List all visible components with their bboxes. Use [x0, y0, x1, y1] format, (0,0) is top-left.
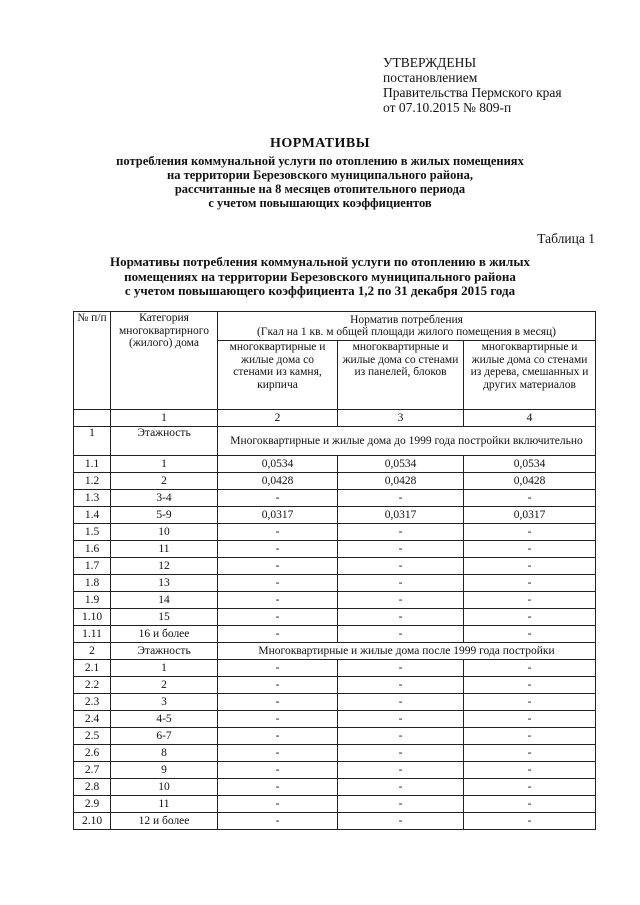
value-panel-block: -	[338, 575, 464, 592]
table-row	[74, 677, 596, 694]
value-panel-block: -	[338, 779, 464, 796]
section-heading: Многоквартирные и жилые дома после 1999 года постройки	[218, 643, 596, 660]
value-wood-mixed: -	[464, 541, 596, 558]
row-category: 1	[111, 660, 218, 677]
table-label: Таблица 1	[537, 231, 595, 246]
value-panel-block: -	[338, 490, 464, 507]
row-number: 2.5	[74, 728, 111, 745]
value-stone-brick: -	[218, 779, 338, 796]
header-norm	[218, 312, 596, 341]
row-number: 1.10	[74, 609, 111, 626]
row-number: 1.8	[74, 575, 111, 592]
value-panel-block: -	[338, 626, 464, 643]
value-wood-mixed: -	[464, 592, 596, 609]
table-row	[74, 728, 596, 745]
row-number: 1.7	[74, 558, 111, 575]
row-number: 2.7	[74, 762, 111, 779]
row-number: 2.6	[74, 745, 111, 762]
value-wood-mixed: -	[464, 524, 596, 541]
table-row	[74, 507, 596, 524]
row-category: 11	[111, 541, 218, 558]
value-wood-mixed: -	[464, 745, 596, 762]
header-panel-block: многоквартирные и жилые дома со стенами из панелей, блоков	[338, 341, 464, 410]
row-category: 13	[111, 575, 218, 592]
value-stone-brick: -	[218, 575, 338, 592]
table-row	[74, 796, 596, 813]
subtitle-line: с учетом повышающих коэффициентов	[208, 196, 432, 210]
row-category: 10	[111, 779, 218, 796]
value-stone-brick: -	[218, 626, 338, 643]
value-wood-mixed: -	[464, 626, 596, 643]
row-number: 1.2	[74, 473, 111, 490]
table-row	[74, 541, 596, 558]
value-panel-block: -	[338, 796, 464, 813]
value-stone-brick: -	[218, 490, 338, 507]
row-category: 11	[111, 796, 218, 813]
column-number-cell: 1	[111, 410, 218, 427]
table-row	[74, 456, 596, 473]
row-category: 14	[111, 592, 218, 609]
table-title-line: помещениях на территории Березовского муниципального района	[124, 268, 516, 284]
section-number: 2	[74, 643, 111, 660]
approval-stamp	[383, 55, 562, 115]
value-panel-block: -	[338, 745, 464, 762]
value-wood-mixed: -	[464, 609, 596, 626]
value-wood-mixed: 0,0428	[464, 473, 596, 490]
header-norm-units: (Гкал на 1 кв. м общей площади жилого помещения в месяц)	[257, 326, 556, 338]
row-number: 2.2	[74, 677, 111, 694]
row-number: 2.4	[74, 711, 111, 728]
table-row	[74, 694, 596, 711]
value-stone-brick: -	[218, 541, 338, 558]
value-panel-block: -	[338, 524, 464, 541]
table-row	[74, 592, 596, 609]
value-panel-block: -	[338, 762, 464, 779]
value-stone-brick: -	[218, 609, 338, 626]
row-number: 1.11	[74, 626, 111, 643]
row-number: 1.4	[74, 507, 111, 524]
row-category: 6-7	[111, 728, 218, 745]
value-stone-brick: -	[218, 660, 338, 677]
row-number: 2.8	[74, 779, 111, 796]
column-number-cell: 2	[218, 410, 338, 427]
value-panel-block: -	[338, 609, 464, 626]
row-category: 9	[111, 762, 218, 779]
approval-line: от 07.10.2015 № 809-п	[383, 100, 512, 115]
row-category: 10	[111, 524, 218, 541]
column-number-cell: 4	[464, 410, 596, 427]
table-row	[74, 473, 596, 490]
row-category: 4-5	[111, 711, 218, 728]
value-stone-brick: -	[218, 762, 338, 779]
value-stone-brick: -	[218, 592, 338, 609]
value-stone-brick: 0,0317	[218, 507, 338, 524]
value-panel-block: -	[338, 558, 464, 575]
column-number-cell: 3	[338, 410, 464, 427]
section-category: Этажность	[111, 643, 218, 660]
table-title-line: Нормативы потребления коммунальной услуги по отоплению в жилых	[110, 254, 530, 269]
value-stone-brick: -	[218, 677, 338, 694]
value-panel-block: -	[338, 694, 464, 711]
table-row	[74, 711, 596, 728]
value-stone-brick: -	[218, 711, 338, 728]
value-stone-brick: 0,0428	[218, 473, 338, 490]
value-wood-mixed: -	[464, 575, 596, 592]
row-category: 12 и более	[111, 813, 218, 830]
table-row	[74, 660, 596, 677]
table-row	[74, 575, 596, 592]
value-wood-mixed: -	[464, 490, 596, 507]
row-number: 1.1	[74, 456, 111, 473]
value-wood-mixed: 0,0534	[464, 456, 596, 473]
value-wood-mixed: -	[464, 813, 596, 830]
row-category: 3-4	[111, 490, 218, 507]
table-row	[74, 609, 596, 626]
value-panel-block: -	[338, 592, 464, 609]
table-row	[74, 558, 596, 575]
value-stone-brick: -	[218, 694, 338, 711]
row-category: 15	[111, 609, 218, 626]
value-wood-mixed: -	[464, 728, 596, 745]
section-category: Этажность	[111, 427, 218, 456]
value-panel-block: -	[338, 711, 464, 728]
table-row	[74, 762, 596, 779]
row-category: 5-9	[111, 507, 218, 524]
row-number: 1.6	[74, 541, 111, 558]
section-row	[74, 643, 596, 660]
header-norm-title: Норматив потребления	[350, 313, 463, 326]
row-number: 2.10	[74, 813, 111, 830]
value-panel-block: 0,0428	[338, 473, 464, 490]
value-panel-block: -	[338, 660, 464, 677]
value-panel-block: -	[338, 541, 464, 558]
header-stone-brick: многоквартирные и жилые дома со стенами из камня, кирпича	[218, 341, 338, 410]
value-panel-block: -	[338, 728, 464, 745]
section-heading: Многоквартирные и жилые дома до 1999 года постройки включительно	[218, 427, 596, 456]
row-category: 8	[111, 745, 218, 762]
value-wood-mixed: -	[464, 711, 596, 728]
header-wood-mixed: многоквартирные и жилые дома со стенами из дерева, смешанных и других материалов	[464, 341, 596, 410]
table-row	[74, 779, 596, 796]
table-row	[74, 745, 596, 762]
table-title-line: с учетом повышающего коэффициента 1,2 по 31 декабря 2015 года	[124, 283, 516, 298]
value-wood-mixed: -	[464, 779, 596, 796]
header-number: № п/п	[74, 312, 111, 410]
value-wood-mixed: -	[464, 762, 596, 779]
approval-line: постановлением	[383, 70, 478, 85]
section-number: 1	[74, 427, 111, 456]
value-stone-brick: 0,0534	[218, 456, 338, 473]
value-stone-brick: -	[218, 728, 338, 745]
table-row	[74, 626, 596, 643]
subtitle-line: рассчитанные на 8 месяцев отопительного периода	[174, 182, 466, 196]
value-wood-mixed: -	[464, 694, 596, 711]
value-stone-brick: -	[218, 524, 338, 541]
row-category: 1	[111, 456, 218, 473]
row-number: 1.3	[74, 490, 111, 507]
value-panel-block: -	[338, 813, 464, 830]
row-category: 12	[111, 558, 218, 575]
norms-table	[73, 311, 596, 830]
subtitle-line: на территории Березовского муниципального района,	[167, 168, 473, 182]
value-stone-brick: -	[218, 796, 338, 813]
value-wood-mixed: -	[464, 677, 596, 694]
value-wood-mixed: -	[464, 796, 596, 813]
table-title	[60, 255, 580, 299]
table-row	[74, 524, 596, 541]
value-stone-brick: -	[218, 745, 338, 762]
row-category: 2	[111, 473, 218, 490]
value-wood-mixed: -	[464, 660, 596, 677]
value-panel-block: 0,0534	[338, 456, 464, 473]
table-row	[74, 813, 596, 830]
row-category: 3	[111, 694, 218, 711]
document-subtitle	[60, 154, 580, 210]
value-wood-mixed: 0,0317	[464, 507, 596, 524]
row-number: 1.5	[74, 524, 111, 541]
column-number-cell	[74, 410, 111, 427]
value-panel-block: -	[338, 677, 464, 694]
subtitle-line: потребления коммунальной услуги по отоплению в жилых помещениях	[116, 154, 524, 168]
header-category: Категория многоквартирного (жилого) дома	[111, 312, 218, 410]
row-category: 2	[111, 677, 218, 694]
value-stone-brick: -	[218, 813, 338, 830]
value-wood-mixed: -	[464, 558, 596, 575]
approval-line: Правительства Пермского края	[383, 85, 562, 100]
row-number: 2.1	[74, 660, 111, 677]
approval-line: УТВЕРЖДЕНЫ	[383, 55, 477, 70]
row-number: 2.9	[74, 796, 111, 813]
row-number: 2.3	[74, 694, 111, 711]
document-title: НОРМАТИВЫ	[270, 136, 370, 151]
row-category: 16 и более	[111, 626, 218, 643]
row-number: 1.9	[74, 592, 111, 609]
value-stone-brick: -	[218, 558, 338, 575]
table-row	[74, 490, 596, 507]
value-panel-block: 0,0317	[338, 507, 464, 524]
